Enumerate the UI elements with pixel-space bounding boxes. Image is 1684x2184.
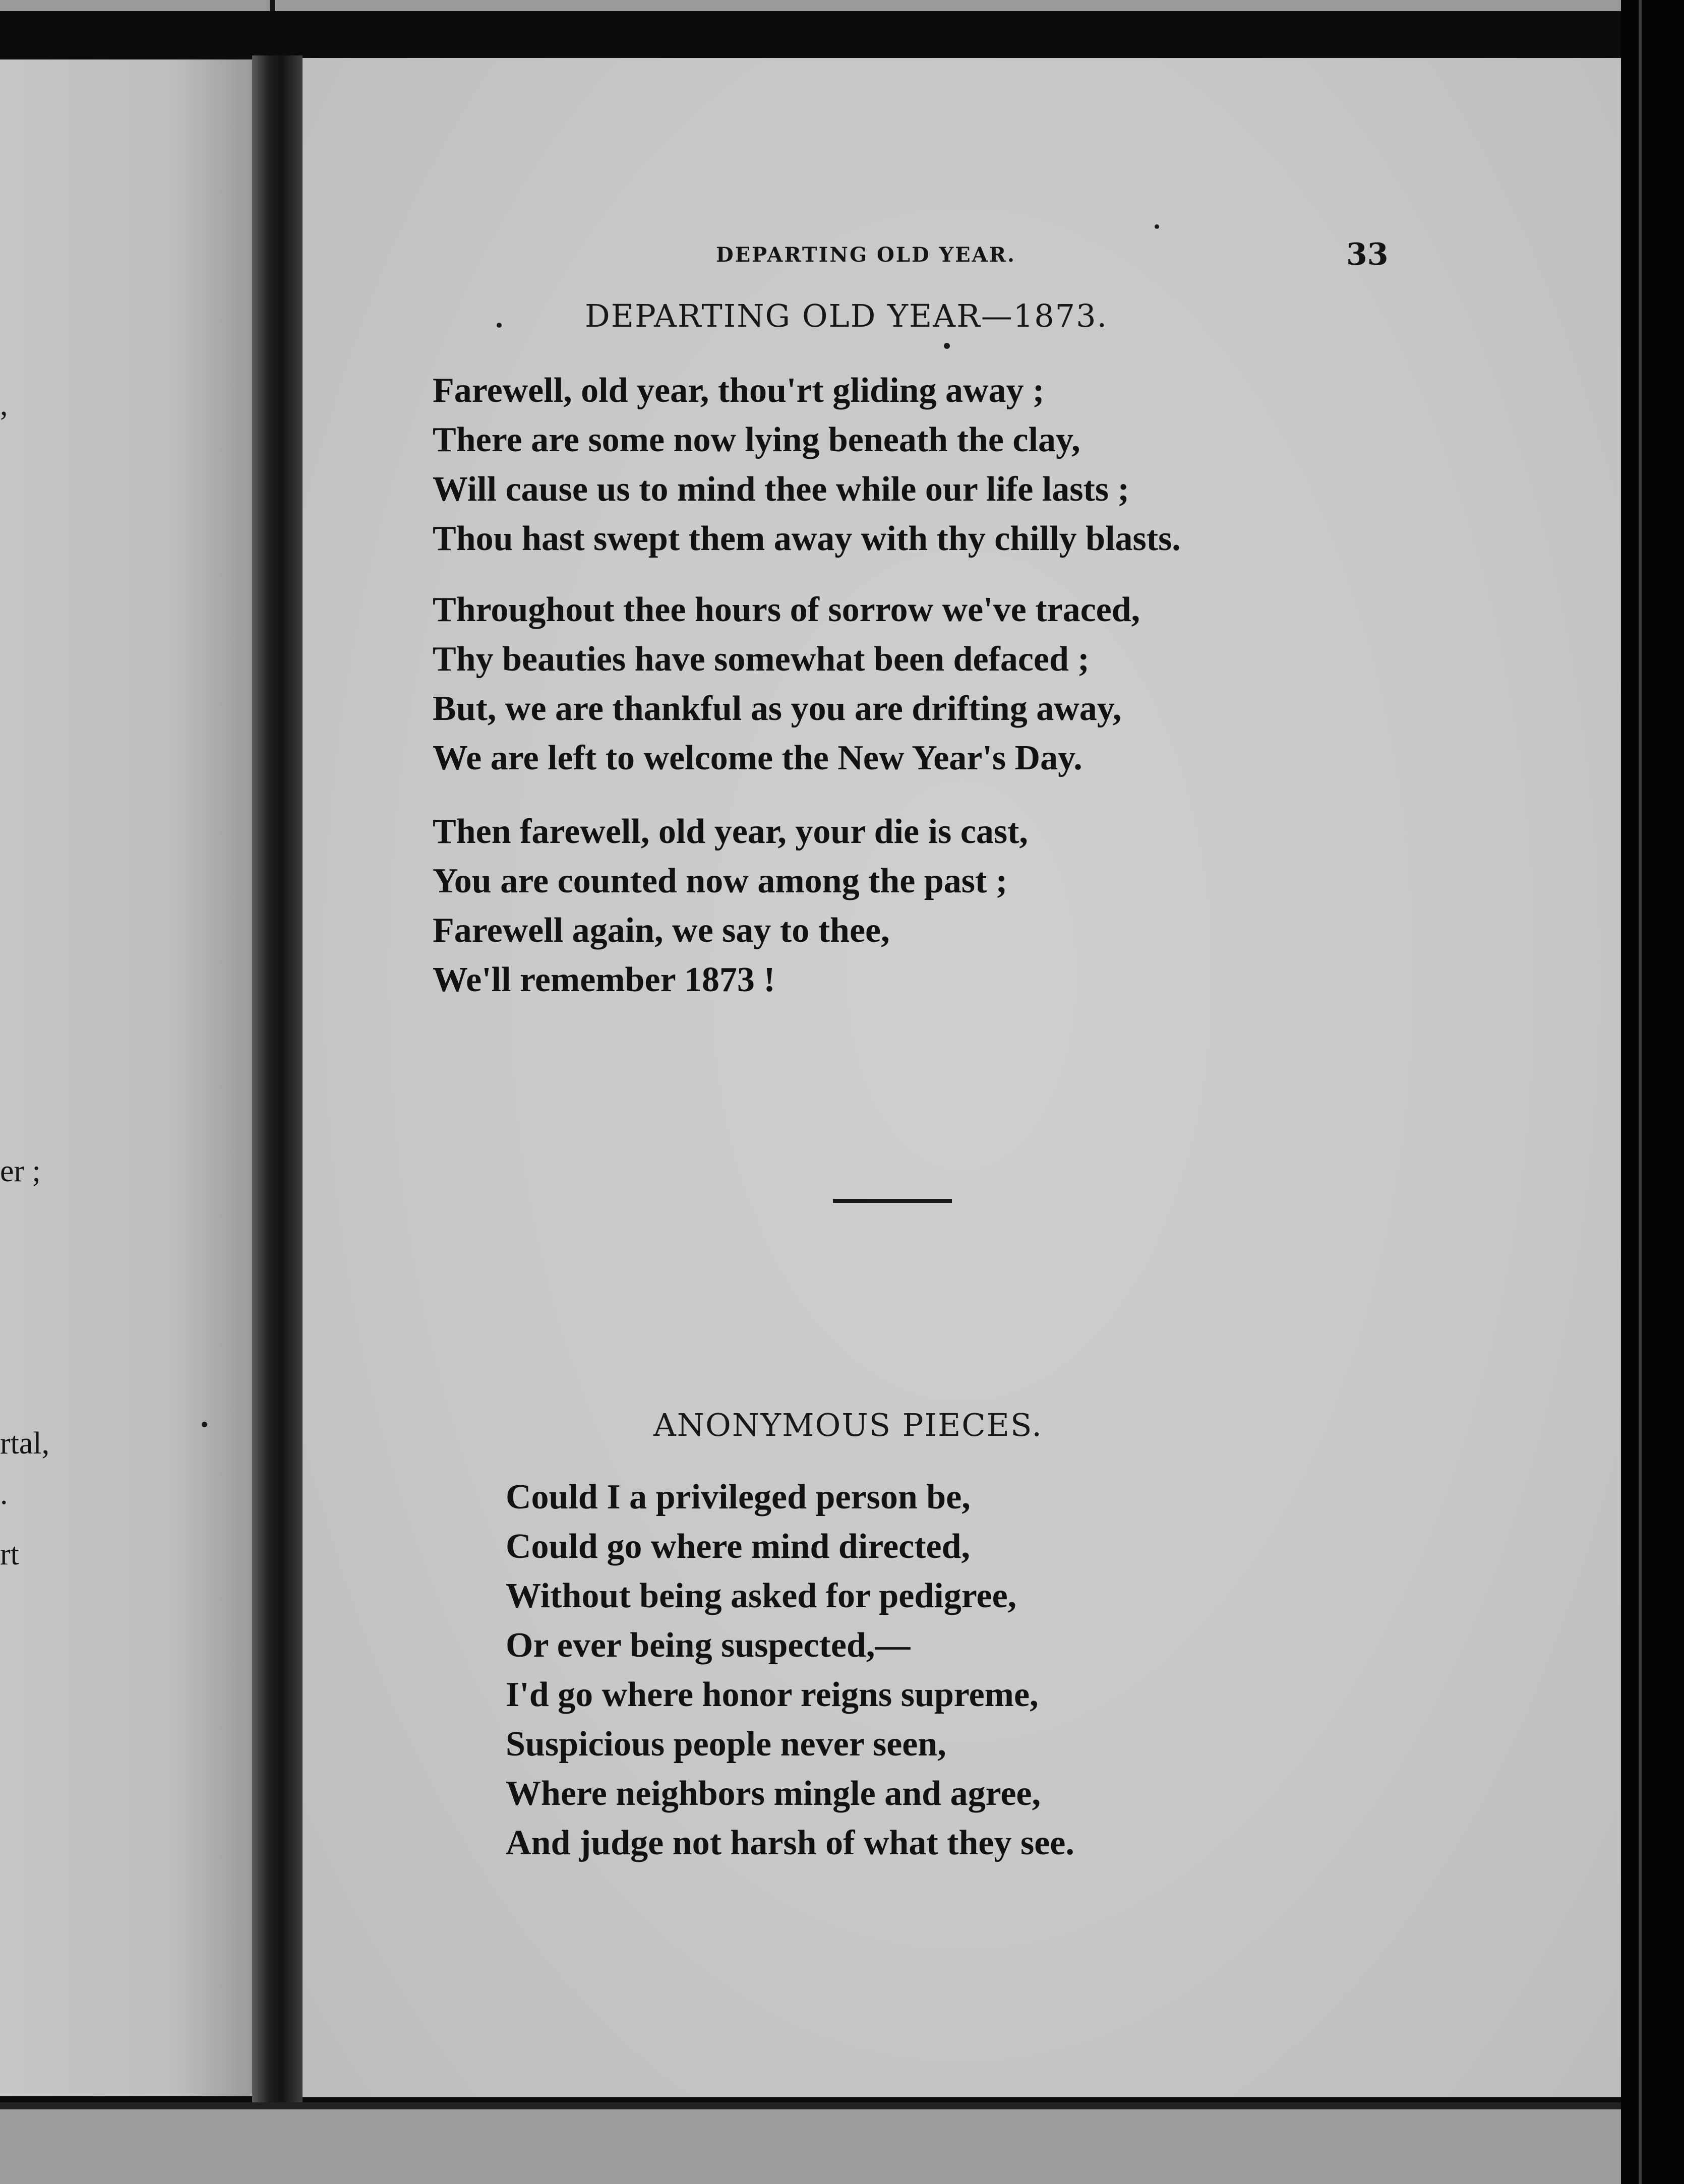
print-speck (497, 323, 502, 328)
poem-line: And judge not harsh of what they see. (506, 1824, 1074, 1862)
poem-line: Throughout thee hours of sorrow we've traced, (433, 590, 1140, 629)
poem-line: There are some now lying beneath the clay, (433, 420, 1080, 459)
print-speck (202, 1422, 207, 1427)
section-divider-rule (833, 1199, 952, 1203)
poem-line: Then farewell, old year, your die is cast, (433, 812, 1028, 851)
running-head: DEPARTING OLD YEAR. (716, 243, 1016, 267)
left-facing-page (0, 59, 252, 2096)
film-edge-line (1639, 0, 1642, 2184)
poem-line: Without being asked for pedigree, (506, 1576, 1017, 1615)
poem-line: Farewell again, we say to thee, (433, 911, 890, 950)
print-speck (1155, 224, 1159, 229)
previous-frame-divider (270, 0, 275, 11)
page-number: 33 (1346, 237, 1389, 272)
poem-line: You are counted now among the past ; (433, 862, 1008, 900)
poem-line: We'll remember 1873 ! (433, 960, 775, 999)
book-gutter (252, 55, 303, 2184)
poem-title: DEPARTING OLD YEAR—1873. (585, 297, 1108, 334)
poem-line: Could I a privileged person be, (506, 1478, 971, 1516)
poem-title: ANONYMOUS PIECES. (653, 1407, 1043, 1443)
left-page-fragment: , (0, 388, 8, 422)
left-page-fragment: rtal, (0, 1426, 50, 1461)
poem-line: Thou hast swept them away with thy chilly blasts. (433, 519, 1181, 558)
next-frame-strip (0, 2102, 1621, 2184)
left-page-fragment: er ; (0, 1154, 41, 1188)
poem-line: Will cause us to mind thee while our life lasts ; (433, 470, 1129, 509)
poem-line: But, we are thankful as you are drifting away, (433, 689, 1122, 728)
poem-line: Thy beauties have somewhat been defaced ; (433, 640, 1090, 679)
poem-line: I'd go where honor reigns supreme, (506, 1675, 1039, 1714)
poem-line: We are left to welcome the New Year's Day. (433, 739, 1082, 777)
previous-frame-strip (0, 0, 1621, 11)
poem-line: Could go where mind directed, (506, 1527, 971, 1566)
poem-line: Farewell, old year, thou'rt gliding away ; (433, 371, 1045, 410)
left-page-fragment: rt (0, 1537, 19, 1571)
film-edge (1621, 0, 1684, 2184)
poem-line: Or ever being suspected,— (506, 1626, 911, 1665)
poem-line: Suspicious people never seen, (506, 1725, 946, 1764)
print-speck (944, 343, 950, 349)
poem-line: Where neighbors mingle and agree, (506, 1774, 1041, 1813)
left-page-fragment: . (0, 1477, 8, 1511)
